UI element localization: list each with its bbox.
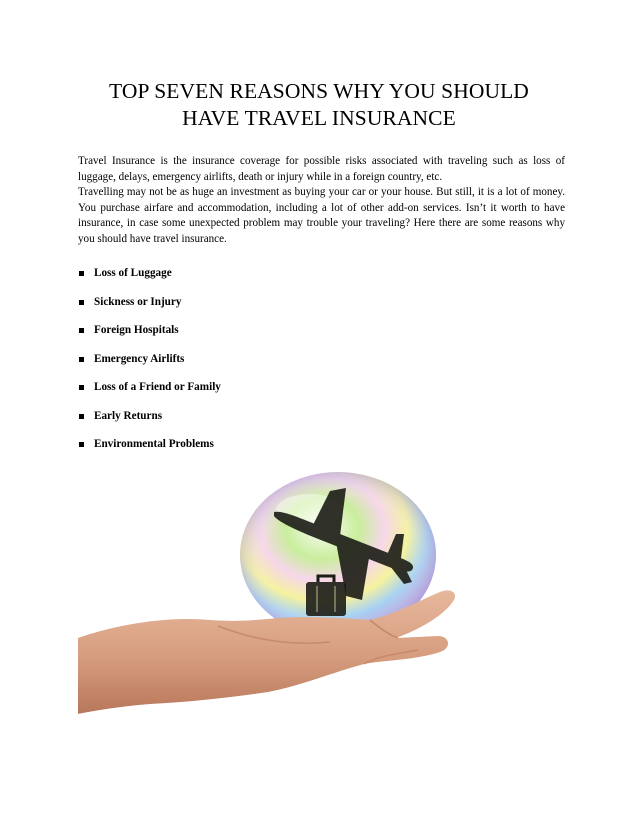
reason-label: Environmental Problems xyxy=(94,438,214,450)
bullet-square-icon xyxy=(79,357,84,362)
title-line-1: TOP SEVEN REASONS WHY YOU SHOULD xyxy=(109,79,529,103)
reason-label: Sickness or Injury xyxy=(94,296,182,308)
list-item xyxy=(78,264,172,282)
bullet-square-icon xyxy=(79,328,84,333)
title-line-2: HAVE TRAVEL INSURANCE xyxy=(182,106,456,130)
intro-paragraph-2: Travelling may not be as huge an investment as buying your car or your house. But still, it is a lot of money. You purchase airfare and accommodation, including a lot of other add-on services. Isn’t it worth to have insurance, in case some unexpected problem may trouble your traveling? Here there are some reasons why you should have travel insurance. xyxy=(78,186,565,245)
hand-icon xyxy=(78,590,455,740)
intro-paragraph-1: Travel Insurance is the insurance coverage for possible risks associated with traveling such as loss of luggage, delays, emergency airlifts, death or injury while in a foreign country, etc. xyxy=(78,155,565,183)
list-item xyxy=(78,435,214,453)
reason-label: Foreign Hospitals xyxy=(94,324,179,336)
bullet-square-icon xyxy=(79,385,84,390)
list-item xyxy=(78,407,163,425)
reason-label: Loss of Luggage xyxy=(94,267,172,279)
reason-label: Emergency Airlifts xyxy=(94,353,185,365)
travel-insurance-illustration xyxy=(78,470,478,740)
suitcase-icon xyxy=(306,576,346,616)
bullet-square-icon xyxy=(79,414,84,419)
page-title xyxy=(78,78,560,132)
reason-label: Early Returns xyxy=(94,410,163,422)
list-item xyxy=(78,293,182,311)
intro-text xyxy=(78,154,565,248)
bullet-square-icon xyxy=(79,271,84,276)
reason-label: Loss of a Friend or Family xyxy=(94,381,221,393)
bullet-square-icon xyxy=(79,300,84,305)
list-item xyxy=(78,378,221,396)
list-item xyxy=(78,321,179,339)
bullet-square-icon xyxy=(79,442,84,447)
list-item xyxy=(78,350,185,368)
